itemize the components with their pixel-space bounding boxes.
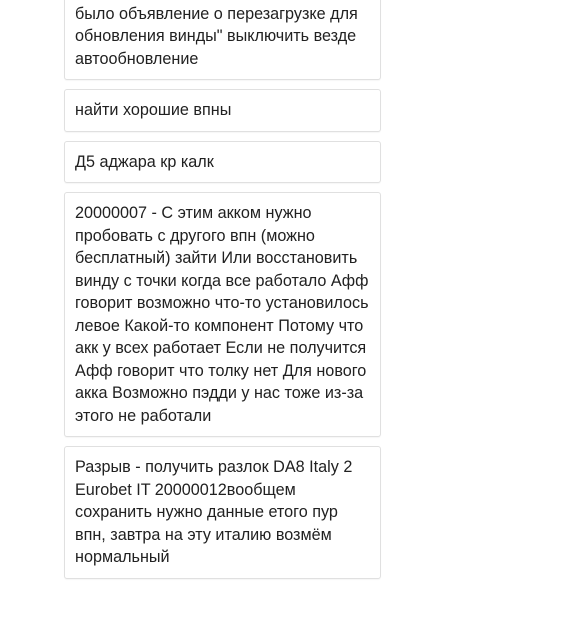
note-text: было объявление о перезагрузке для обновления винды" выключить везде автообновление bbox=[75, 4, 358, 68]
note-text: найти хорошие впны bbox=[75, 101, 232, 119]
note-text: Разрыв - получить разлок DA8 Italy 2 Eurobet IT 20000012вообщем сохранить нужно данные етого пур впн, завтра на эту италию возмём нормальный bbox=[75, 458, 353, 566]
note-text: 20000007 - С этим акком нужно пробовать с другого впн (можно бесплатный) зайти Или восстановить винду с точки когда все работало Афф говорит возможно что-то установилось левое Какой-то компонент Потому что акк у всех работает Если не получится Афф говорит что толку нет Для нового акка Возможно пэдди у нас тоже из-за этого не работали bbox=[75, 204, 369, 425]
note-card[interactable] bbox=[64, 446, 381, 579]
note-card[interactable] bbox=[64, 141, 381, 184]
note-card[interactable] bbox=[64, 0, 381, 80]
note-text: Д5 аджара кр калк bbox=[75, 152, 214, 171]
note-card[interactable] bbox=[64, 89, 381, 132]
notes-list bbox=[64, 0, 381, 588]
note-card[interactable] bbox=[64, 192, 381, 437]
